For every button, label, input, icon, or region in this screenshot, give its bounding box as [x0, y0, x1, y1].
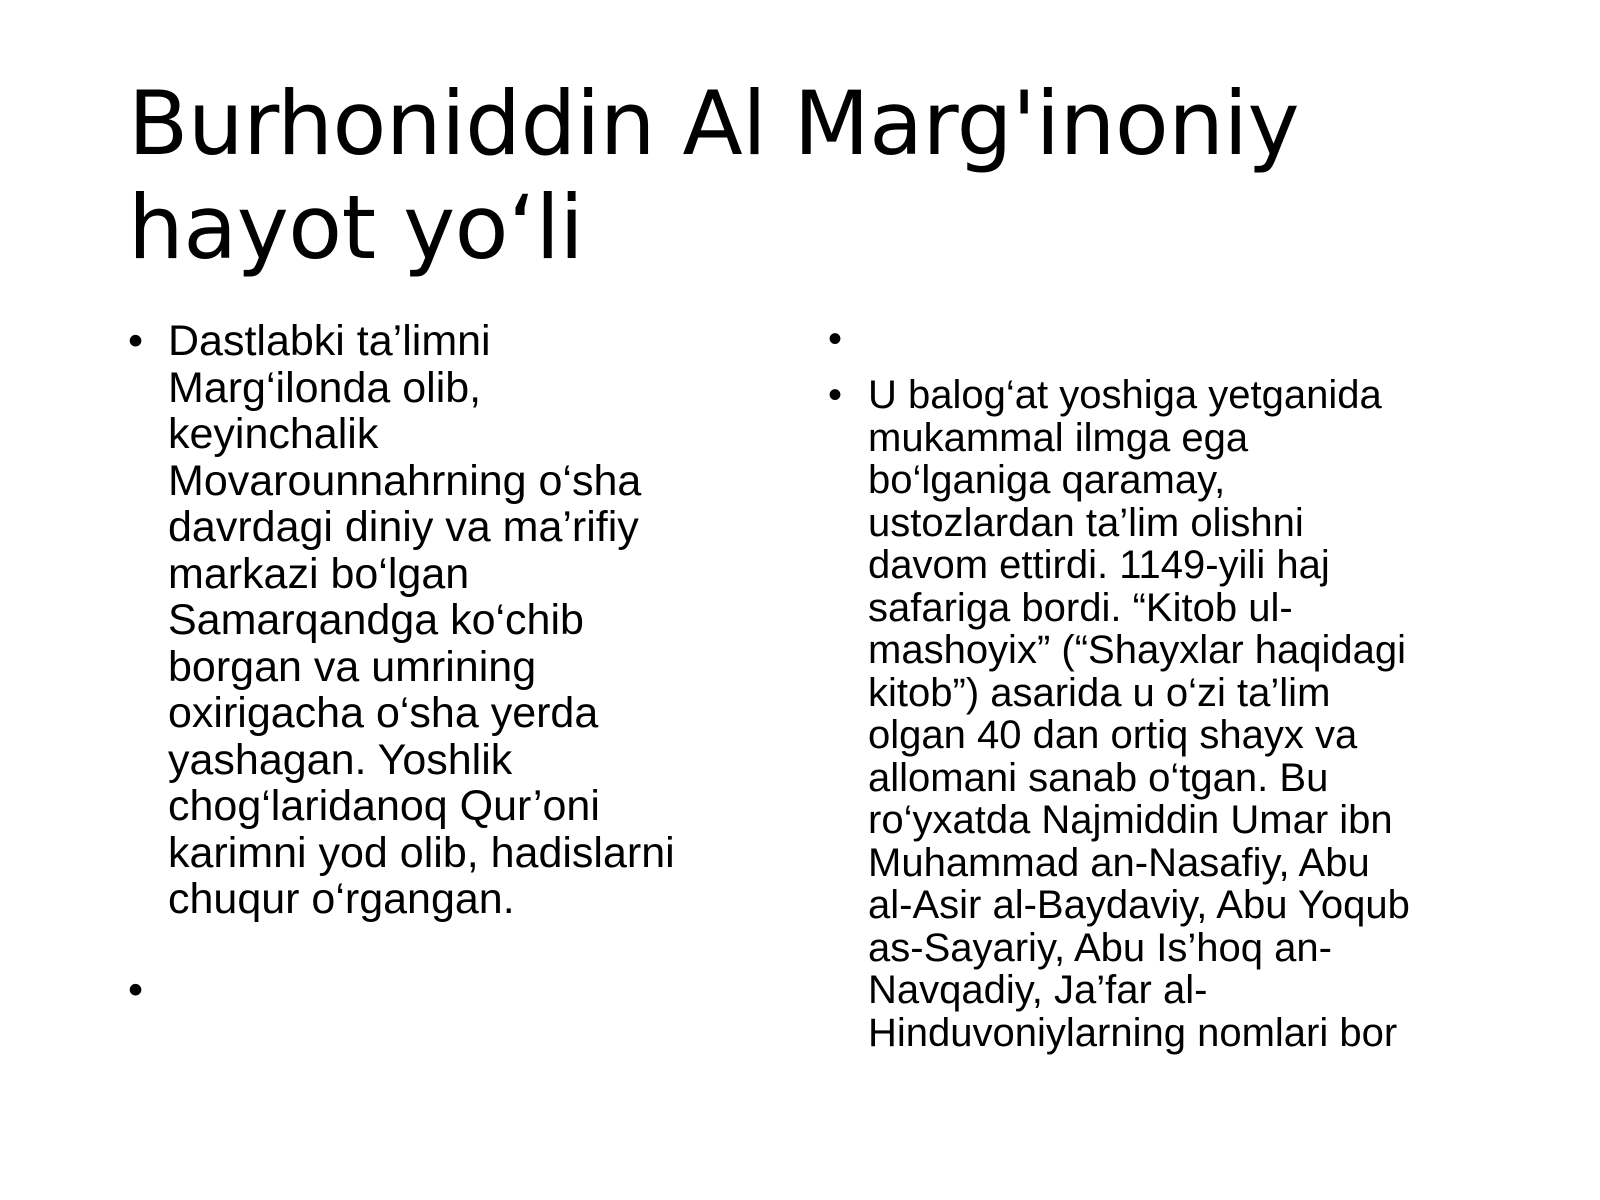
slide-title-line-1: Burhoniddin Al Marg'inoniy	[128, 72, 1300, 175]
left-content-column	[128, 318, 768, 1013]
text-line: karimni yod olib, hadislarni	[168, 828, 675, 877]
text-line: bo‘lganiga qaramay,	[868, 458, 1226, 502]
text-line: • Dastlabki ta’limni	[168, 317, 491, 365]
right-bullet-empty	[828, 318, 1488, 360]
right-bullet-studies-and-teachers	[828, 374, 1488, 1054]
bullet-spacing	[828, 360, 1488, 374]
text-line: davom ettirdi. 1149-yili haj	[868, 543, 1330, 587]
text-line: Marg‘ilonda olib,	[168, 363, 482, 412]
text-line: oxirigacha o‘sha yerda	[168, 689, 599, 737]
left-bullet-empty	[128, 967, 768, 1013]
text-line: ustozlardan ta’lim olishni	[868, 500, 1304, 545]
left-bullet-biography-early-life	[128, 318, 768, 923]
slide-title-line-2: hayot yo‘li	[128, 176, 584, 279]
text-line: Samarqandga ko‘chib	[168, 596, 584, 644]
text-line: ro‘yxatda Najmiddin Umar ibn	[868, 798, 1393, 842]
slide-title	[128, 72, 1508, 280]
text-line: mukammal ilmga ega	[868, 415, 1249, 460]
text-line: as-Sayariy, Abu Is’hoq an-	[868, 925, 1332, 970]
text-line: al-Asir al-Baydaviy, Abu Yoqub	[868, 883, 1410, 927]
text-line: chog‘laridanoq Qur’oni	[168, 782, 600, 830]
text-line: Hinduvoniylarning nomlari bor	[868, 1010, 1398, 1055]
text-line: markazi bo‘lgan	[168, 549, 470, 598]
text-line: davrdagi diniy va ma’rifiy	[168, 503, 639, 551]
text-line: Navqadiy, Ja’far al-	[868, 968, 1208, 1012]
text-line: keyinchalik	[168, 410, 379, 458]
text-line: yashagan. Yoshlik	[168, 735, 513, 784]
right-content-column	[828, 318, 1488, 1054]
text-line: Muhammad an-Nasafiy, Abu	[868, 840, 1370, 885]
text-line: olgan 40 dan ortiq shayx va	[868, 713, 1358, 757]
bullet-spacing	[128, 923, 768, 967]
text-line: allomani sanab o‘tgan. Bu	[868, 755, 1329, 800]
text-line: Movarounnahrning o‘sha	[168, 456, 642, 505]
text-line: kitob”) asarida u o‘zi ta’lim	[868, 670, 1331, 715]
text-line: safariga bordi. “Kitob ul-	[868, 585, 1293, 630]
text-line: borgan va umrining	[168, 642, 537, 691]
text-line: mashoyix” (“Shayxlar haqidagi	[868, 628, 1407, 672]
text-line: • U balog‘at yoshiga yetganida	[868, 373, 1382, 417]
text-line: chuqur o‘rgangan.	[168, 875, 515, 923]
